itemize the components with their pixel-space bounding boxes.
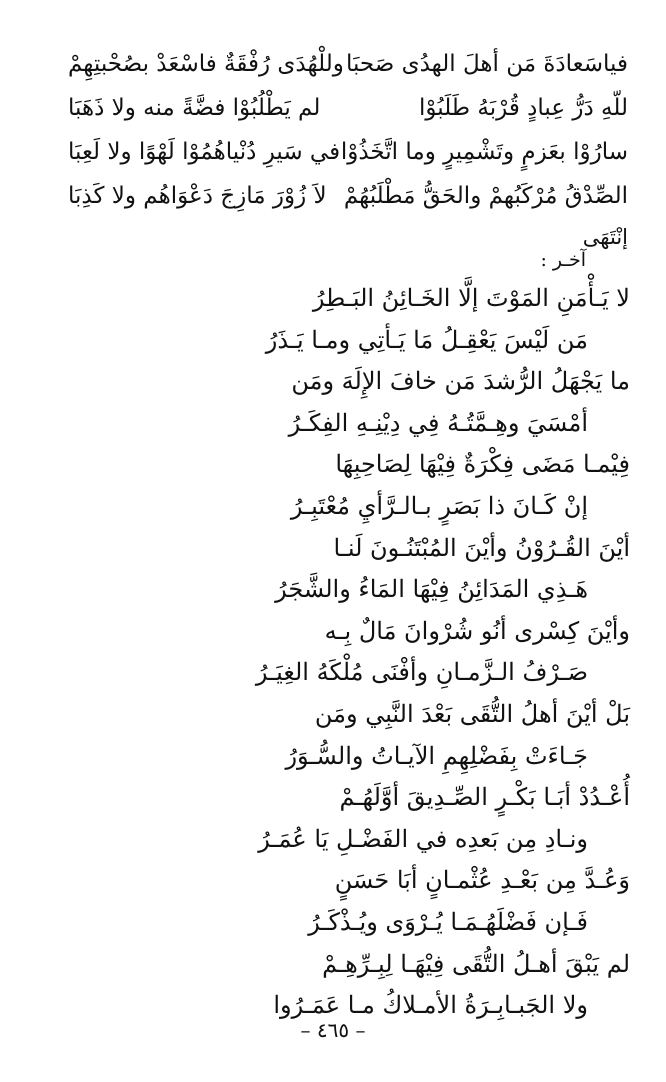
left-hemistich: لاَ زُوْرَ مَازِجَ دَعْوَاهُم ولا كَذِبَا [68, 183, 327, 209]
poem-line: بَلْ أيْنَ أهلُ التُّقَى بَعْدَ النَّبِي ومَن [314, 699, 630, 728]
poem-line: أيْنَ القُـرُوْنُ وأيْنَ المُبْتَنُـونَ لَنـا [333, 533, 630, 562]
left-hemistich: وللْهُدَى رُفْقَةٌ فاسْعَدْ بصُحْبتِهِمْ [68, 51, 344, 77]
poem-line: أُعْـدُدْ أبَـا بَكْـرٍ الصِّـدِيقَ أوَّلَهُـمْ [339, 783, 630, 812]
end-marker: إنْتَهَى [582, 225, 628, 249]
poem-line: فِيْمـا مَضَى فِكْرَةٌ فِيْهَا لِصَاحِبِهَا [335, 450, 630, 479]
left-hemistich: في سَيرِ دُنْياهُمُوْا لَهْوًا ولا لَعِبَا [68, 139, 341, 165]
right-hemistich: سارُوْا بعَزمٍ وتَشْمِيرٍ وما اتَّخَذُوْا [340, 139, 628, 165]
poem-line: جَـاءَتْ بِفَضْلِهِمِ الآيـاتُ والسُّـوَرُ [285, 741, 588, 770]
left-hemistich: لم يَطْلُبُوْا فضَّةً منه ولا ذَهَبَا [68, 95, 321, 121]
page-number: – ٤٦٥ – [300, 1018, 366, 1042]
verse-pair [68, 86, 628, 130]
poem-line: ونـادِ مِن بَعدِه في الفَضْـلِ يَا عُمَـرُ [258, 824, 588, 853]
poem-line: صَـرْفُ الـزَّمـانِ وأفْنَى مُلْكَهُ الغِيَـرُ [255, 658, 588, 687]
poem-line: لا يَـأْمَنِ المَوْتَ إلَّا الخَـائِنُ البَـطِرُ [312, 284, 630, 312]
poem-line: إنْ كَـانَ ذا بَصَرٍ بـالـرَّأيِ مُعْتَبِـرُ [290, 491, 588, 520]
poem-line: هَـذِي المَدَائِنُ فِيْهَا المَاءُ والشَّجَرُ [275, 575, 588, 604]
right-hemistich: الصِّدْقُ مُرْكَبُهمْ والحَقُّ مَطْلَبُهُمْ [343, 183, 628, 209]
poem-line: وأيْنَ كِسْرى أنُو شُرْوانَ مَالٌ بِـه [324, 616, 630, 645]
right-hemistich: للّهِ دَرُّ عِبادٍ قُرْبَهُ طَلَبُوْا [418, 95, 628, 121]
poem-line: فَـإن فَضْلَهُـمَـا يُـرْوَى ويُـذْكَـرُ [308, 907, 588, 936]
verse-pair [68, 174, 628, 218]
poem [60, 278, 630, 1027]
poem-line: مَن لَيْسَ يَعْقِـلُ مَا يَـأتِي ومـا يَـذَرُ [265, 325, 588, 354]
verse-pair [68, 130, 628, 174]
poem-line: ما يَجْهَلُ الرُّشدَ مَن خافَ الإِلَهَ ومَن [291, 367, 630, 396]
poem-line: أمْسَيَ وهِـمَّتُـهُ فِي دِيْنِـهِ الفِكَـرُ [288, 408, 588, 437]
verse-pair [68, 42, 628, 86]
poem-line: لم يَبْقَ أهـلُ التُّقَى فِيْهَـا لِبِـرِّهِـمْ [322, 949, 630, 978]
opening-verses [68, 42, 628, 218]
poem-line: ولا الجَبـابِـرَةُ الأمـلاكُ مـا عَمَـرُوا [273, 991, 588, 1020]
poem-line: وَعُـدَّ مِن بَعْـدِ عُثْمـانٍ أبَا حَسَنٍ [334, 866, 630, 895]
section-label: آخـر : [540, 249, 586, 271]
right-hemistich: فياسَعادَةَ مَن أهلَ الهدُى صَحبَا [345, 51, 628, 77]
